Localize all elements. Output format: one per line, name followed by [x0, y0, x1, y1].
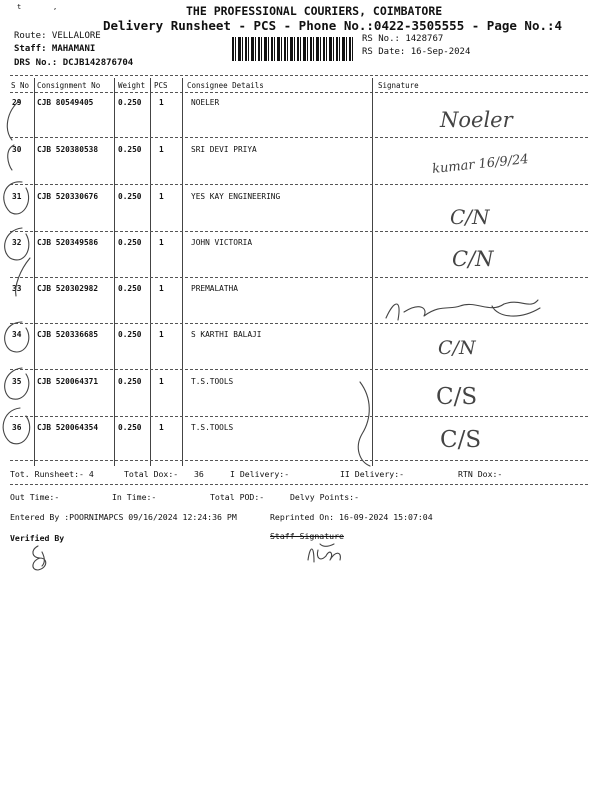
row-consignee: SRI DEVI PRIYA: [191, 145, 257, 154]
signature-row-34: C/N: [438, 337, 476, 359]
row-divider: [10, 460, 588, 461]
row-sno: 31: [12, 192, 22, 201]
row-consignee: T.S.TOOLS: [191, 423, 234, 432]
signature-row-32: C/N: [452, 247, 494, 271]
ii-delivery: II Delivery:-: [340, 469, 405, 479]
signature-row-35: C/S: [436, 384, 478, 410]
rs-date: RS Date: 16-Sep-2024: [362, 47, 471, 57]
row-divider: [10, 231, 588, 232]
reprinted-on: Reprinted On: 16-09-2024 15:07:04: [270, 512, 433, 522]
col-signature: Signature: [378, 81, 419, 90]
row-weight: 0.250: [118, 145, 142, 154]
delivery-points: Delvy Points:-: [290, 492, 360, 502]
col-sno: S No: [11, 81, 30, 90]
row-divider: [10, 277, 588, 278]
row-pcs: 1: [159, 377, 164, 386]
footer-rule: [10, 484, 588, 485]
total-runsheet: Tot. Runsheet:- 4: [10, 469, 94, 479]
row-sno: 32: [12, 238, 22, 247]
row-weight: 0.250: [118, 98, 142, 107]
col-weight: Weight: [118, 81, 146, 90]
verifier-signature: [26, 542, 52, 574]
row-consignment: CJB 520064371: [37, 377, 99, 386]
row-consignee: T.S.TOOLS: [191, 377, 234, 386]
rs-number: RS No.: 1428767: [362, 34, 444, 44]
verified-by: Verified By: [10, 533, 65, 543]
row-consignment: CJB 80549405: [37, 98, 94, 107]
row-consignment: CJB 520336685: [37, 330, 99, 339]
row-consignment: CJB 520064354: [37, 423, 99, 432]
row-consignee: JOHN VICTORIA: [191, 238, 253, 247]
route-label: Route: VELLALORE: [14, 31, 101, 41]
row-sno: 36: [12, 423, 22, 432]
header-bottom-rule: [10, 92, 588, 93]
row-consignee: NOELER: [191, 98, 220, 107]
row-weight: 0.250: [118, 284, 142, 293]
row-pcs: 1: [159, 330, 164, 339]
out-time: Out Time:-: [10, 492, 60, 502]
signature-row-36: C/S: [440, 427, 482, 453]
staff-signature-label: Staff Signature: [270, 531, 344, 541]
corner-mark-left: t: [17, 3, 22, 11]
row-pcs: 1: [159, 284, 164, 293]
row-weight: 0.250: [118, 238, 142, 247]
drs-number: DRS No.: DCJB142876704: [14, 58, 134, 68]
rtn-dox: RTN Dox:-: [458, 469, 503, 479]
row-consignee: PREMALATHA: [191, 284, 238, 293]
row-consignment: CJB 520302982: [37, 284, 99, 293]
row-pcs: 1: [159, 145, 164, 154]
table-top-rule: [10, 75, 588, 76]
row-weight: 0.250: [118, 423, 142, 432]
row-sno: 34: [12, 330, 22, 339]
row-weight: 0.250: [118, 377, 142, 386]
row-weight: 0.250: [118, 192, 142, 201]
row-pcs: 1: [159, 98, 164, 107]
row-consignment: CJB 520349586: [37, 238, 99, 247]
row-consignment: CJB 520380538: [37, 145, 99, 154]
entered-by: Entered By :POORNIMAPCS 09/16/2024 12:24:36 PM: [10, 512, 237, 522]
signature-row-33: [380, 290, 560, 330]
total-pod: Total POD:-: [210, 492, 265, 502]
row-pcs: 1: [159, 238, 164, 247]
staff-label: Staff: MAHAMANI: [14, 44, 96, 54]
row-divider: [10, 137, 588, 138]
barcode: [232, 37, 354, 61]
row-consignee: S KARTHI BALAJI: [191, 330, 262, 339]
col-consignment: Consignment No: [37, 81, 101, 90]
row-divider: [10, 369, 588, 370]
row-divider: [10, 184, 588, 185]
corner-mark-right: ,: [53, 3, 58, 11]
signature-row-30: kumar 16/9/24: [431, 151, 530, 178]
row-pcs: 1: [159, 192, 164, 201]
row-divider: [10, 323, 588, 324]
row-sno: 35: [12, 377, 22, 386]
col-pcs: PCS: [154, 81, 168, 90]
row-pcs: 1: [159, 423, 164, 432]
company-name: THE PROFESSIONAL COURIERS, COIMBATORE: [186, 4, 443, 18]
row-sno: 33: [12, 284, 22, 293]
row-sno: 30: [12, 145, 22, 154]
col-consignee: Consignee Details: [187, 81, 264, 90]
bracket-mark: [350, 378, 380, 468]
row-consignee: YES KAY ENGINEERING: [191, 192, 281, 201]
row-sno: 29: [12, 98, 22, 107]
total-dox-label: Total Dox:-: [124, 469, 179, 479]
runsheet-title: Delivery Runsheet - PCS - Phone No.:0422-3505555 - Page No.:4: [103, 18, 563, 33]
i-delivery: I Delivery:-: [230, 469, 290, 479]
row-consignment: CJB 520330676: [37, 192, 99, 201]
row-weight: 0.250: [118, 330, 142, 339]
total-dox-value: 36: [194, 469, 204, 479]
signature-row-29: Noeler: [440, 108, 513, 132]
signature-row-31: C/N: [450, 205, 490, 229]
in-time: In Time:-: [112, 492, 157, 502]
staff-signature: [300, 538, 350, 568]
row-divider: [10, 416, 588, 417]
